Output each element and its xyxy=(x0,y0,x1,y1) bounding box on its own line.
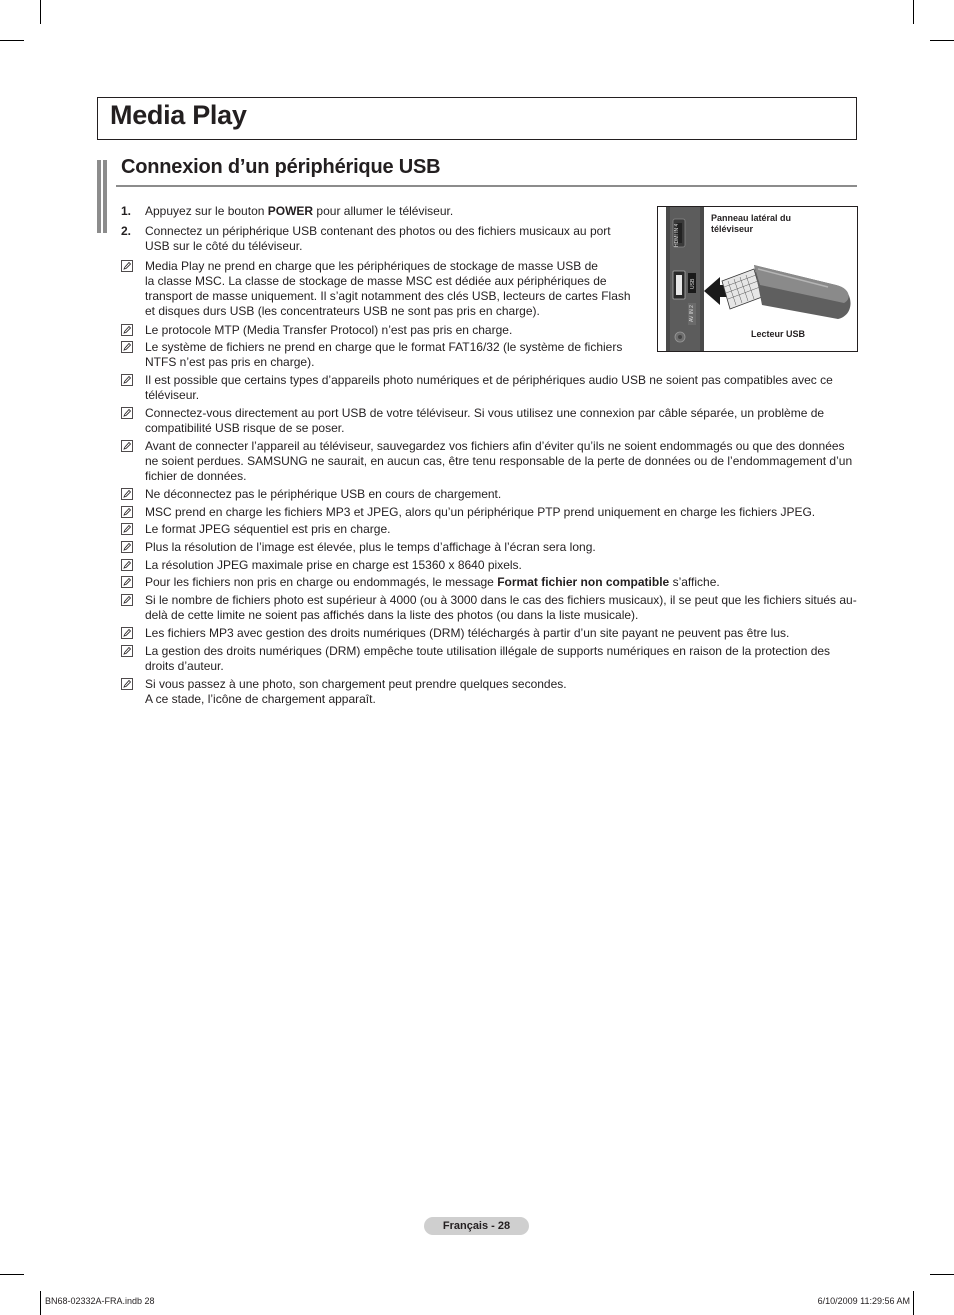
note-icon xyxy=(121,559,133,571)
note-icon xyxy=(121,374,133,386)
figure-label-panel: Panneau latéral du téléviseur xyxy=(711,213,792,234)
step-text: Appuyez sur le bouton POWER pour allumer le téléviseur. xyxy=(145,204,454,218)
step-number: 2. xyxy=(121,224,132,238)
note-text: Les fichiers MP3 avec gestion des droits numériques (DRM) téléchargés à partir d’un site payant ne peuvent pas être lus. xyxy=(145,626,790,640)
note-icon xyxy=(121,576,133,588)
note-text: La gestion des droits numériques (DRM) empêche toute utilisation illégale de supports numériques en raison de la protection des droits d’auteur. xyxy=(145,644,831,673)
section-title: Connexion d’un périphérique USB xyxy=(121,156,441,178)
note-icon xyxy=(121,678,133,690)
crop-mark xyxy=(913,1291,914,1315)
step-text: Connectez un périphérique USB contenant des photos ou des fichiers musicaux au port USB sur le côté du téléviseur. xyxy=(145,224,611,253)
crop-mark xyxy=(0,40,24,41)
note-text: MSC prend en charge les fichiers MP3 et JPEG, alors qu’un périphérique PTP prend uniquement en charge les fichiers JPEG. xyxy=(145,505,816,519)
page-number-badge: Français - 28 xyxy=(424,1217,529,1235)
note-text: La résolution JPEG maximale prise en charge est 15360 x 8640 pixels. xyxy=(145,558,522,572)
crop-mark xyxy=(40,1291,41,1315)
crop-mark xyxy=(930,40,954,41)
imprint-file: BN68-02332A-FRA.indb 28 xyxy=(45,1296,155,1306)
note-icon xyxy=(121,506,133,518)
usb-connection-figure xyxy=(657,206,858,352)
note-text: Ne déconnectez pas le périphérique USB en cours de chargement. xyxy=(145,487,502,501)
note-icon xyxy=(121,341,133,353)
note-text: Si le nombre de fichiers photo est supérieur à 4000 (ou à 3000 dans le cas des fichiers musicaux), il se peut que les fichiers situés au-delà de cette limite ne soient pas affichés dans la liste des photos (ou dans la liste musicale). xyxy=(145,593,857,622)
note-icon xyxy=(121,260,133,272)
page-title: Media Play xyxy=(110,100,247,130)
note-icon xyxy=(121,594,133,606)
note-icon xyxy=(121,627,133,639)
crop-mark xyxy=(0,1274,24,1275)
note-text: Il est possible que certains types d’appareils photo numériques et de périphériques audio USB ne soient pas compatibles avec ce téléviseur. xyxy=(145,373,833,402)
port-label-av: AV IN 2 xyxy=(689,305,695,322)
note-text: Le système de fichiers ne prend en charge que le format FAT16/32 (le système de fichiers NTFS n’est pas pris en charge). xyxy=(145,340,623,369)
note-text: Connectez-vous directement au port USB de votre téléviseur. Si vous utilisez une connexion par câble séparée, un problème de compatibilité USB risque de se poser. xyxy=(145,406,825,435)
step-number: 1. xyxy=(121,204,132,218)
note-icon xyxy=(121,488,133,500)
note-text: Plus la résolution de l’image est élevée, plus le temps d’affichage à l’écran sera long. xyxy=(145,540,596,554)
note-icon xyxy=(121,407,133,419)
crop-mark xyxy=(40,0,41,24)
note-icon xyxy=(121,440,133,452)
note-text: Le format JPEG séquentiel est pris en charge. xyxy=(145,522,391,536)
port-label-hdmi: HDMI IN 4 xyxy=(674,223,680,247)
figure-label-usb: Lecteur USB xyxy=(751,329,806,339)
note-text: Le protocole MTP (Media Transfer Protocol) n’est pas pris en charge. xyxy=(145,323,513,337)
note-text: Pour les fichiers non pris en charge ou endommagés, le message Format fichier non compatible s’affiche. xyxy=(145,575,720,589)
section-rule xyxy=(116,185,857,187)
note-icon xyxy=(121,324,133,336)
note-text: Avant de connecter l’appareil au téléviseur, sauvegardez vos fichiers afin d’éviter qu’ils ne soient endommagés ou que des données ne soient perdues. SAMSUNG ne saurait, en aucun cas, être tenu responsable de la perte de données ou de l’endommagement d’un fichier de données. xyxy=(145,439,853,483)
crop-mark xyxy=(930,1274,954,1275)
note-icon xyxy=(121,523,133,535)
port-label-usb: USB xyxy=(690,278,696,289)
note-icon xyxy=(121,541,133,553)
note-text: Si vous passez à une photo, son chargement peut prendre quelques secondes. A ce stade, l’icône de chargement apparaît. xyxy=(145,677,567,706)
crop-mark xyxy=(913,0,914,24)
page-title-box xyxy=(97,97,857,140)
note-text: Media Play ne prend en charge que les périphériques de stockage de masse USB de la classe MSC. La classe de stockage de masse MSC est dédiée aux périphériques de transport de masse uniquement. Il s’agit notamment des clés USB, lecteurs de cartes Flash et disques durs USB (les concentrateurs USB ne sont pas pris en charge). xyxy=(145,259,631,318)
imprint-date: 6/10/2009 11:29:56 AM xyxy=(817,1296,910,1306)
note-icon xyxy=(121,645,133,657)
